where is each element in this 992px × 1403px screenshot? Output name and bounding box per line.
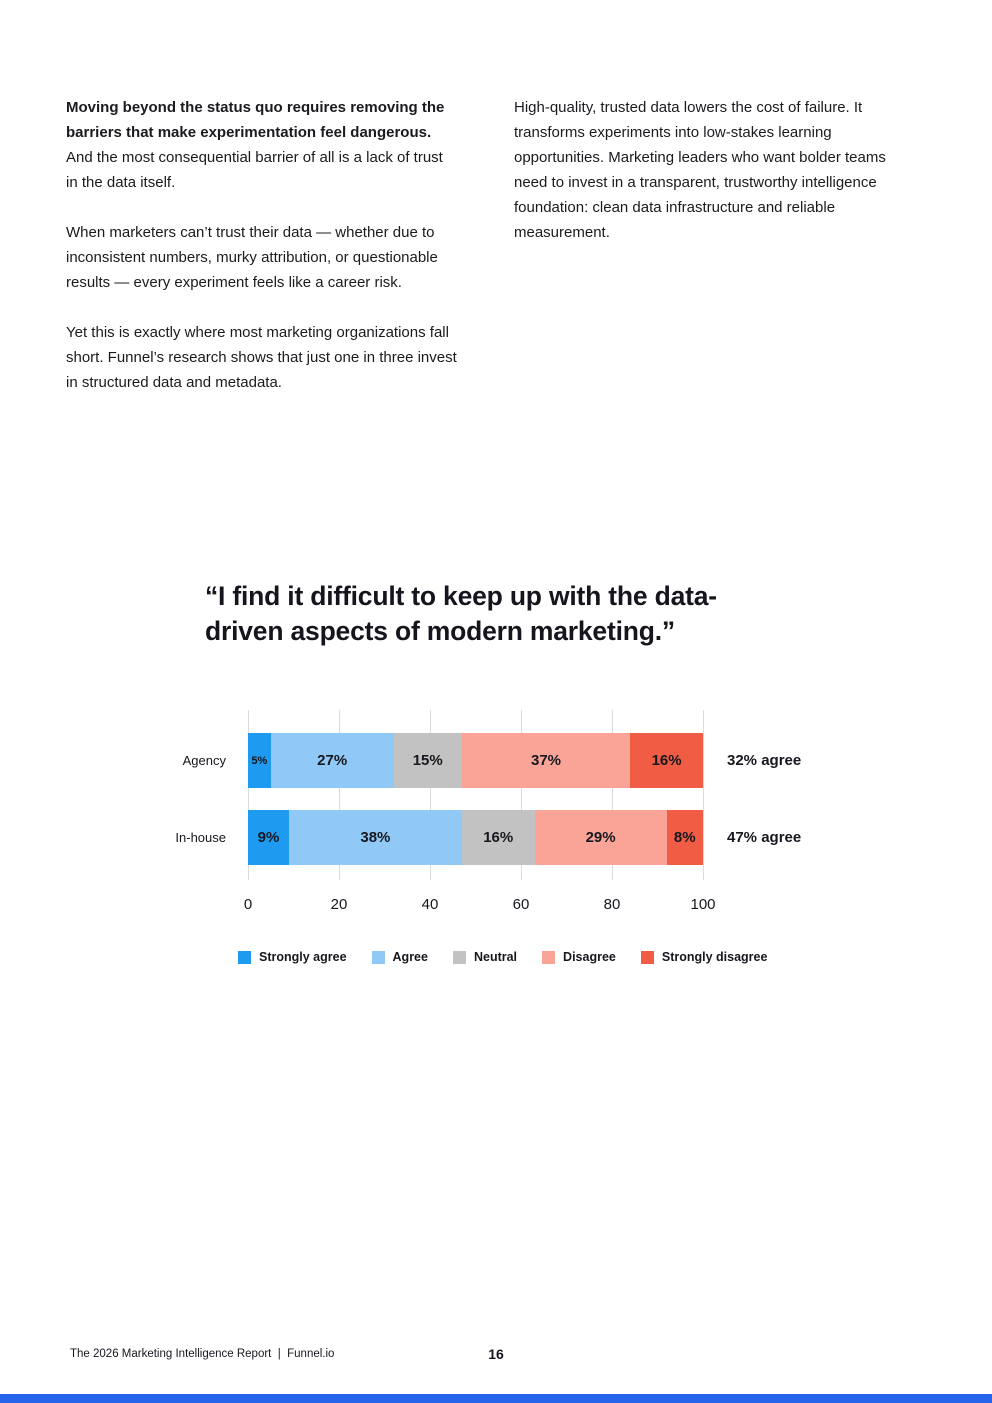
legend-item-strongly-disagree [641, 950, 768, 964]
agree-annotation: 32% agree [727, 752, 802, 769]
legend-swatch [238, 951, 251, 964]
bar-segment-value: 27% [317, 752, 348, 769]
legend-swatch [641, 951, 654, 964]
x-tick-label: 0 [243, 896, 253, 913]
legend-item-neutral [453, 950, 517, 964]
legend-swatch [542, 951, 555, 964]
bar-segment-value: 8% [673, 829, 696, 846]
agree-annotation: 47% agree [727, 829, 802, 846]
bar-segment-strongly-disagree [667, 810, 703, 865]
x-tick-label: 40 [421, 896, 439, 913]
bar-segment-value: 5% [251, 754, 268, 767]
bar-segment-value: 38% [360, 829, 391, 846]
legend-item-strongly-agree [238, 950, 347, 964]
legend-label: Agree [392, 950, 428, 964]
bar-segment-value: 29% [585, 829, 616, 846]
footer-text: The 2026 Marketing Intelligence Report | Funnel.io [70, 1348, 335, 1360]
bar-segment-neutral [394, 733, 462, 788]
chart-title-line2: driven aspects of modern marketing.” [205, 616, 675, 646]
legend-item-disagree [542, 950, 616, 964]
x-tick-label: 80 [603, 896, 621, 913]
paragraph-1-lead: Moving beyond the status quo requires removing the barriers that make experimentation feel dangerous. [66, 99, 445, 141]
bar-segment-value: 16% [483, 829, 514, 846]
legend-label: Neutral [473, 950, 518, 964]
bar-segment-value: 15% [412, 752, 443, 769]
right-column [514, 95, 906, 395]
bar-segment-agree [289, 810, 462, 865]
bar-segment-value: 16% [651, 752, 682, 769]
category-label-in-house: In-house [175, 830, 226, 845]
x-tick-label: 20 [330, 896, 348, 913]
legend-swatch [453, 951, 466, 964]
paragraph-2: When marketers can’t trust their data — whether due to inconsistent numbers, murky attribution, or questionable results — every experiment feels like a career risk. [66, 224, 438, 291]
legend-label: Strongly agree [259, 950, 347, 964]
bar-segment-strongly-agree [248, 810, 289, 865]
body-text-columns [66, 95, 928, 395]
chart-title-line1: “I find it difficult to keep up with the data- [205, 581, 717, 611]
chart-title [205, 579, 845, 649]
legend-label: Disagree [563, 950, 616, 964]
bar-row-in-house [248, 810, 703, 865]
bar-row-agency [248, 733, 703, 788]
left-column [66, 95, 458, 395]
chart-legend [238, 950, 767, 964]
paragraph-1-rest: And the most consequential barrier of all is a lack of trust in the data itself. [66, 149, 443, 191]
paragraph-4: High-quality, trusted data lowers the cost of failure. It transforms experiments into low-stakes learning opportunities. Marketing leaders who want bolder teams need to invest in a transparent, trustworthy intelligence foundation: clean data infrastructure and reliable measurement. [514, 99, 886, 241]
bar-segment-strongly-agree [248, 733, 271, 788]
x-tick-label: 100 [690, 896, 716, 913]
bar-segment-value: 9% [257, 829, 280, 846]
stacked-bar-chart [0, 710, 992, 985]
bar-segment-disagree [535, 810, 667, 865]
paragraph-1 [66, 95, 458, 195]
page-number: 16 [488, 1346, 504, 1362]
bar-segment-disagree [462, 733, 630, 788]
bar-segment-agree [271, 733, 394, 788]
legend-item-agree [372, 950, 428, 964]
category-label-agency: Agency [182, 753, 226, 768]
bar-segment-value: 37% [531, 752, 562, 769]
paragraph-3: Yet this is exactly where most marketing organizations fall short. Funnel’s research shows that just one in three invest in structured data and metadata. [66, 324, 457, 391]
x-tick-label: 60 [512, 896, 530, 913]
bar-segment-strongly-disagree [630, 733, 703, 788]
chart-plot [248, 710, 703, 880]
legend-label: Strongly disagree [661, 950, 768, 964]
bar-segment-neutral [462, 810, 535, 865]
legend-swatch [372, 951, 385, 964]
bottom-accent-bar [0, 1394, 992, 1403]
